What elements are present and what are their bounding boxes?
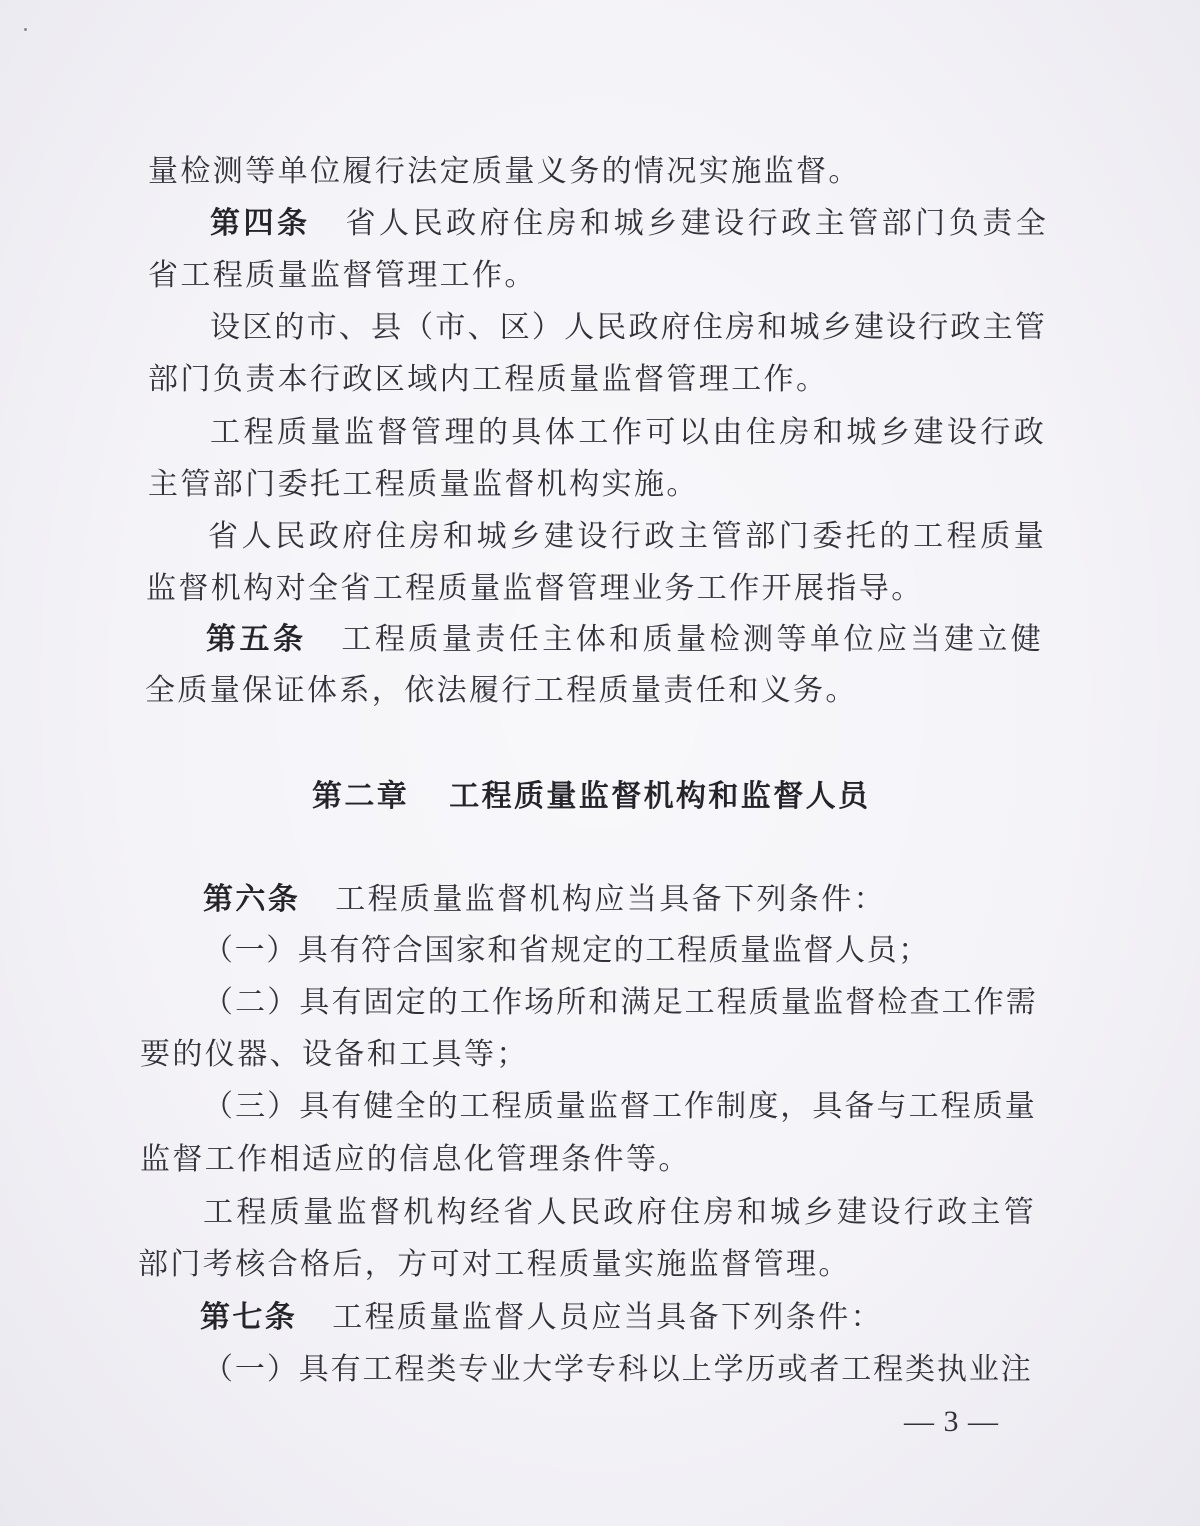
line-text: 部门负责本行政区域内工程质量监督管理工作。: [148, 362, 829, 397]
line-text: 省人民政府住房和城乡建设行政主管部门委托的工程质量: [208, 519, 1045, 554]
body-line: [145, 671, 858, 711]
article-line: [210, 204, 1047, 244]
body-line: [146, 569, 924, 609]
line-text: 要的仪器、设备和工具等；: [140, 1037, 529, 1072]
scan-speck: [24, 28, 27, 31]
body-line: [208, 517, 1045, 557]
page-number: — 3 —: [904, 1405, 999, 1438]
article-number: 第五条: [206, 622, 307, 657]
line-text: 设区的市、县（市、区）人民政府住房和城乡建设行政主管: [210, 310, 1046, 345]
body-line: [210, 308, 1046, 348]
line-text: （三）具有健全的工程质量监督工作制度，具备与工程质量: [203, 1089, 1036, 1124]
article-number: 第七条: [200, 1300, 298, 1335]
body-line: [203, 1350, 1032, 1390]
body-line: [210, 413, 1045, 453]
line-text: 省人民政府住房和城乡建设行政主管部门负责全: [345, 206, 1047, 241]
line-text: 主管部门委托工程质量监督机构实施。: [148, 467, 699, 502]
line-text: 工程质量责任主体和质量检测等单位应当建立健: [341, 622, 1043, 657]
line-text: 监督机构对全省工程质量监督管理业务工作开展指导。: [146, 571, 924, 606]
line-text: 监督工作相适应的信息化管理条件等。: [140, 1142, 691, 1177]
article-number: 第六条: [203, 882, 301, 917]
body-line: [148, 465, 699, 505]
body-line: [203, 983, 1037, 1023]
body-line: [203, 1193, 1035, 1233]
body-line: [148, 152, 861, 192]
body-line: [140, 1035, 529, 1075]
line-text: （一）具有工程类专业大学专科以上学历或者工程类执业注: [203, 1352, 1032, 1387]
chapter-number: 第二章: [312, 779, 410, 814]
body-line: [148, 360, 828, 400]
line-text: 工程质量监督机构应当具备下列条件：: [335, 882, 887, 917]
body-line: [138, 1245, 851, 1285]
line-text: 工程质量监督管理的具体工作可以由住房和城乡建设行政: [210, 415, 1045, 450]
chapter-heading: [312, 777, 870, 817]
article-line: [206, 620, 1042, 660]
line-text: 工程质量监督人员应当具备下列条件：: [332, 1300, 884, 1335]
line-text: （二）具有固定的工作场所和满足工程质量监督检查工作需: [203, 985, 1037, 1020]
body-line: [203, 1087, 1036, 1127]
article-line: [200, 1298, 883, 1338]
body-line: [140, 1140, 691, 1180]
line-text: （一）具有符合国家和省规定的工程质量监督人员；: [203, 933, 930, 968]
body-line: [148, 256, 537, 296]
line-text: 工程质量监督机构经省人民政府住房和城乡建设行政主管: [203, 1195, 1035, 1230]
article-number: 第四条: [210, 206, 311, 241]
line-text: 省工程质量监督管理工作。: [148, 258, 537, 293]
article-line: [203, 880, 886, 920]
line-text: 部门考核合格后，方可对工程质量实施监督管理。: [138, 1247, 851, 1282]
line-text: 全质量保证体系，依法履行工程质量责任和义务。: [145, 673, 858, 708]
line-text: 量检测等单位履行法定质量义务的情况实施监督。: [148, 154, 861, 189]
body-line: [203, 931, 930, 971]
chapter-title: 工程质量监督机构和监督人员: [449, 779, 871, 814]
